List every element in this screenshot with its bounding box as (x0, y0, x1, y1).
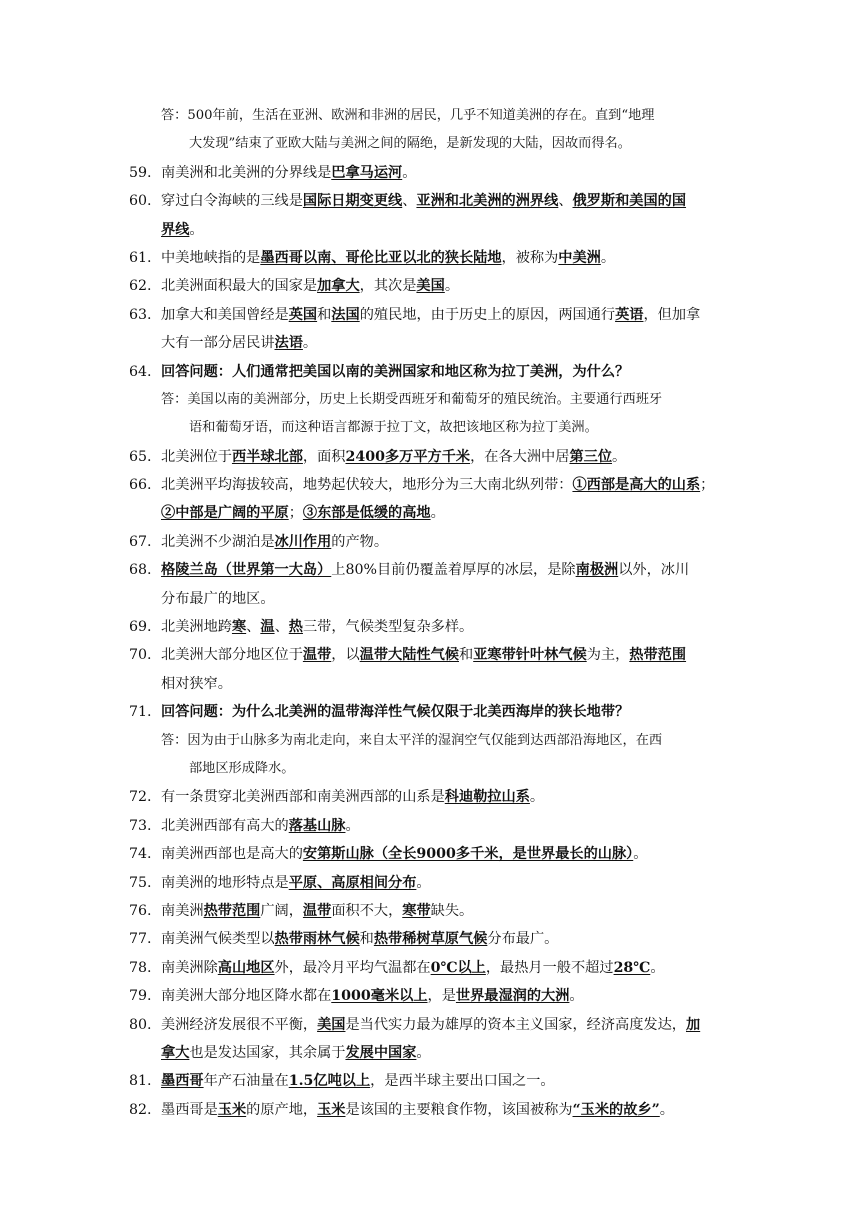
text-segment: 是该国的主要粮食作物，该国被称为 (345, 1101, 573, 1118)
text-segment: 北美洲大部分地区位于 (161, 647, 303, 664)
text-segment: ，是西半球主要出口国之一。 (370, 1073, 555, 1090)
list-item (0, 698, 860, 726)
item-number: 73. (129, 817, 152, 834)
list-item (0, 812, 860, 840)
item-number: 75. (129, 874, 152, 891)
line-text (161, 641, 686, 669)
key-answer: 热 (288, 619, 303, 636)
item-number: 82. (129, 1101, 152, 1118)
line-text (161, 358, 629, 386)
line-text (161, 244, 615, 272)
line-text (161, 329, 317, 357)
text-segment: 和 (359, 931, 374, 948)
item-number: 71. (129, 704, 152, 721)
item-number: 76. (129, 902, 152, 919)
key-answer: 寒带 (402, 902, 431, 919)
text-segment: 为主， (586, 647, 630, 664)
text-segment: 、 (274, 619, 289, 636)
text-segment: ； (288, 505, 303, 522)
answer-line (0, 130, 860, 158)
key-answer: 温带 (302, 902, 332, 919)
text-segment: 南美洲西部也是高大的 (161, 846, 303, 863)
text-segment: 答：因为由于山脉多为南北走向，来自太平洋的湿润空气仅能到达西部沿海地区，在西 (161, 732, 663, 748)
key-answer: “玉米的故乡” (572, 1101, 660, 1118)
key-answer: 英国 (288, 306, 318, 323)
continuation-line (0, 670, 860, 698)
key-answer: 格陵兰岛（世界第一大岛） (161, 562, 332, 579)
list-item (0, 613, 860, 641)
list-item (0, 982, 860, 1010)
text-segment: 。 (402, 164, 417, 181)
text-segment: 大有一部分居民讲 (161, 335, 275, 352)
key-answer: 南极洲 (575, 562, 619, 579)
item-number: 81. (129, 1073, 152, 1090)
item-number: 61. (129, 249, 152, 266)
text-segment: ，面积 (302, 448, 346, 465)
key-answer: 冰川作用 (274, 533, 332, 550)
list-item (0, 1096, 860, 1124)
text-segment: 南美洲气候类型以 (161, 931, 275, 948)
answer-line (0, 414, 860, 442)
text-segment: ，其次是 (359, 278, 417, 295)
text-segment: 也是发达国家，其余属于 (189, 1044, 346, 1061)
key-answer: 温 (260, 619, 275, 636)
text-segment: 。 (659, 1101, 674, 1118)
continuation-line (0, 216, 860, 244)
key-answer: 英语 (615, 306, 644, 323)
key-answer: 墨西哥 (161, 1073, 204, 1090)
key-answer: 热带稀树草原气候 (373, 931, 488, 948)
line-text (161, 386, 662, 414)
line-text (161, 982, 584, 1010)
text-segment: 北美洲地跨 (161, 619, 232, 636)
text-segment: 南美洲除 (161, 959, 218, 976)
list-item (0, 471, 860, 499)
text-segment: 。 (650, 959, 665, 976)
key-answer: ①西部是高大的山系 (572, 477, 701, 494)
line-text (161, 954, 665, 982)
text-segment: 。 (600, 249, 616, 266)
text-segment: 、 (402, 193, 417, 210)
key-answer: 温带 (302, 647, 332, 664)
item-number: 68. (129, 562, 152, 579)
line-text (161, 528, 388, 556)
item-number: 77. (129, 931, 152, 948)
line-text (161, 556, 689, 584)
key-answer: 加拿大 (317, 278, 360, 295)
list-item (0, 783, 860, 811)
question-text: 回答问题：人们通常把美国以南的美洲国家和地区称为拉丁美洲，为什么？ (161, 363, 630, 380)
item-number: 74. (129, 846, 152, 863)
item-number: 64. (129, 363, 152, 380)
text-segment: 年产石油量在 (203, 1073, 289, 1090)
list-item (0, 641, 860, 669)
key-answer: 墨西哥以南、哥伦比亚以北的狭长陆地 (260, 249, 502, 266)
text-segment: 的产物。 (331, 533, 389, 550)
item-number: 66. (129, 477, 152, 494)
text-segment: 。 (189, 221, 204, 238)
text-segment: 是当代实力最为雄厚的资本主义国家，经济高度发达， (345, 1016, 686, 1033)
key-answer: 亚寒带针叶林气候 (473, 647, 587, 664)
key-answer: 法国 (331, 306, 360, 323)
text-segment: 南美洲 (161, 902, 204, 919)
list-item (0, 840, 860, 868)
key-answer: 2400多万平方千米 (345, 448, 471, 465)
key-answer: 1.5亿吨以上 (288, 1073, 371, 1090)
text-segment: 和 (459, 647, 474, 664)
key-answer: 第三位 (569, 448, 613, 465)
text-segment: 。 (302, 335, 318, 352)
key-answer: 西半球北部 (231, 448, 303, 465)
key-answer: 界线 (161, 221, 190, 238)
text-segment: 的原产地， (246, 1101, 318, 1118)
text-segment: 。 (444, 278, 460, 295)
text-segment: 墨西哥是 (161, 1101, 218, 1118)
key-answer: 中美洲 (558, 249, 601, 266)
text-segment: 相对狭窄。 (161, 675, 232, 692)
key-answer: 发展中国家 (345, 1044, 417, 1061)
list-item (0, 272, 860, 300)
key-answer: 科迪勒拉山系 (444, 789, 530, 806)
text-segment: 北美洲不少湖泊是 (161, 533, 275, 550)
key-answer: 亚洲和北美洲的洲界线 (416, 193, 559, 210)
line-text (189, 414, 598, 442)
text-segment: 。 (430, 505, 445, 522)
continuation-line (0, 585, 860, 613)
continuation-line (0, 329, 860, 357)
key-answer: 玉米 (217, 1101, 247, 1118)
item-number: 79. (129, 988, 152, 1005)
text-segment: 以外，冰川 (618, 562, 690, 579)
text-segment: 南美洲大部分地区降水都在 (161, 988, 332, 1005)
text-segment: 广阔， (260, 902, 303, 919)
line-text (161, 187, 686, 215)
text-segment: 外，最冷月平均气温都在 (274, 959, 431, 976)
key-answer: 落基山脉 (288, 817, 346, 834)
key-answer: 美国 (416, 278, 445, 295)
text-segment: ； (700, 477, 715, 494)
key-answer: 平原、高原相间分布 (288, 874, 417, 891)
text-segment: ，被称为 (501, 249, 559, 266)
text-segment: 南美洲的地形特点是 (161, 874, 289, 891)
text-segment: 南美洲和北美洲的分界线是 (161, 164, 332, 181)
key-answer: ③东部是低缓的高地 (302, 505, 431, 522)
text-segment: 和 (317, 306, 332, 323)
list-item (0, 528, 860, 556)
text-segment: 。 (612, 448, 627, 465)
continuation-line (0, 499, 860, 527)
line-text (161, 1011, 700, 1039)
answer-line (0, 102, 860, 130)
text-segment: 。 (345, 817, 360, 834)
line-text (161, 812, 360, 840)
text-segment: 有一条贯穿北美洲西部和南美洲西部的山系是 (161, 789, 445, 806)
answer-line (0, 755, 860, 783)
text-segment: 美洲经济发展很不平衡， (161, 1016, 318, 1033)
list-item (0, 159, 860, 187)
item-number: 60. (129, 193, 152, 210)
key-answer: 国际日期变更线 (302, 193, 403, 210)
key-answer: 0℃以上 (430, 959, 486, 976)
key-answer: 美国 (317, 1016, 346, 1033)
list-item (0, 954, 860, 982)
line-text (161, 102, 654, 130)
text-segment: 、 (246, 619, 261, 636)
continuation-line (0, 1039, 860, 1067)
key-answer: ②中部是广阔的平原 (161, 505, 289, 522)
text-segment: 分布最广的地区。 (161, 590, 275, 607)
text-segment: 的殖民地，由于历史上的原因，两国通行 (359, 306, 616, 323)
key-answer: 寒 (231, 619, 247, 636)
line-text (161, 499, 445, 527)
list-item (0, 443, 860, 471)
item-number: 69. (129, 619, 152, 636)
text-segment: 上80%目前仍覆盖着厚厚的冰层，是除 (331, 562, 576, 579)
text-segment: 。 (633, 846, 648, 863)
item-number: 65. (129, 448, 152, 465)
text-segment: 分布最广。 (487, 931, 559, 948)
key-answer: 巴拿马运河 (331, 164, 403, 181)
key-answer: 俄罗斯和美国的国 (572, 193, 687, 210)
line-text (161, 925, 558, 953)
key-answer: 28℃ (613, 959, 651, 976)
key-answer: 安第斯山脉（全长9000多千米，是世界最长的山脉） (302, 846, 634, 863)
text-segment: ，在各大洲中居 (470, 448, 570, 465)
line-text (161, 585, 275, 613)
line-text (161, 840, 647, 868)
text-segment: 。 (416, 874, 431, 891)
text-segment: 部地区形成降水。 (189, 760, 295, 776)
text-segment: ，但加拿 (643, 306, 701, 323)
key-answer: 拿大 (161, 1044, 190, 1061)
line-text (161, 272, 459, 300)
key-answer: 高山地区 (217, 959, 275, 976)
line-text (161, 159, 416, 187)
line-text (161, 613, 473, 641)
list-item (0, 897, 860, 925)
text-segment: 北美洲位于 (161, 448, 232, 465)
line-text (161, 1067, 555, 1095)
line-text (161, 698, 629, 726)
key-answer: 玉米 (317, 1101, 346, 1118)
line-text (161, 443, 626, 471)
line-text (161, 727, 662, 755)
text-segment: 三带，气候类型复杂多样。 (302, 619, 474, 636)
text-segment: 中美地峡指的是 (161, 249, 261, 266)
key-answer: 热带范围 (629, 647, 687, 664)
text-segment: 面积不大， (331, 902, 403, 919)
answer-line (0, 386, 860, 414)
line-text (161, 216, 204, 244)
key-answer: 加 (685, 1016, 701, 1033)
line-text (189, 130, 631, 158)
text-segment: 。 (569, 988, 584, 1005)
list-item (0, 187, 860, 215)
question-text: 回答问题：为什么北美洲的温带海洋性气候仅限于北美西海岸的狭长地带？ (161, 704, 630, 721)
text-segment: 北美洲平均海拔较高，地势起伏较大，地形分为三大南北纵列带： (161, 477, 573, 494)
line-text (161, 783, 544, 811)
line-text (161, 471, 714, 499)
text-segment: 、 (558, 193, 573, 210)
key-answer: 热带范围 (203, 902, 261, 919)
item-number: 67. (129, 533, 152, 550)
key-answer: 温带大陆性气候 (359, 647, 459, 664)
text-segment: 北美洲面积最大的国家是 (161, 278, 318, 295)
text-segment: 语和葡萄牙语，而这种语言都源于拉丁文，故把该地区称为拉丁美洲。 (189, 420, 598, 436)
text-segment: ，最热月一般不超过 (485, 959, 614, 976)
item-number: 59. (129, 164, 152, 181)
list-item (0, 1067, 860, 1095)
list-item (0, 301, 860, 329)
text-segment: ，是 (427, 988, 456, 1005)
line-text (161, 301, 700, 329)
text-segment: 北美洲西部有高大的 (161, 817, 289, 834)
line-text (189, 755, 295, 783)
item-number: 80. (129, 1016, 152, 1033)
item-number: 78. (129, 959, 152, 976)
key-answer: 世界最湿润的大洲 (455, 988, 570, 1005)
text-segment: 大发现”结束了亚欧大陆与美洲之间的隔绝，是新发现的大陆，因故而得名。 (189, 136, 631, 152)
answer-line (0, 727, 860, 755)
item-number: 70. (129, 647, 152, 664)
item-number: 62. (129, 278, 152, 295)
document-body (0, 102, 860, 1124)
list-item (0, 1011, 860, 1039)
item-number: 63. (129, 306, 152, 323)
line-text (161, 670, 232, 698)
text-segment: 答：美国以南的美洲部分，历史上长期受西班牙和葡萄牙的殖民统治。主要通行西班牙 (161, 391, 663, 407)
line-text (161, 897, 473, 925)
line-text (161, 1096, 674, 1124)
list-item (0, 925, 860, 953)
text-segment: 缺失。 (430, 902, 474, 919)
text-segment: 答：500年前，生活在亚洲、欧洲和非洲的居民，几乎不知道美洲的存在。直到“地理 (161, 108, 655, 123)
text-segment: 穿过白令海峡的三线是 (161, 193, 303, 210)
list-item (0, 869, 860, 897)
text-segment: 。 (529, 789, 545, 806)
text-segment: ，以 (331, 647, 360, 664)
list-item (0, 556, 860, 584)
key-answer: 1000毫米以上 (331, 988, 428, 1005)
key-answer: 热带雨林气候 (274, 931, 360, 948)
key-answer: 法语 (274, 335, 303, 352)
line-text (161, 1039, 431, 1067)
list-item (0, 244, 860, 272)
line-text (161, 869, 431, 897)
text-segment: 。 (416, 1044, 431, 1061)
text-segment: 加拿大和美国曾经是 (161, 306, 289, 323)
item-number: 72. (129, 789, 152, 806)
list-item (0, 358, 860, 386)
